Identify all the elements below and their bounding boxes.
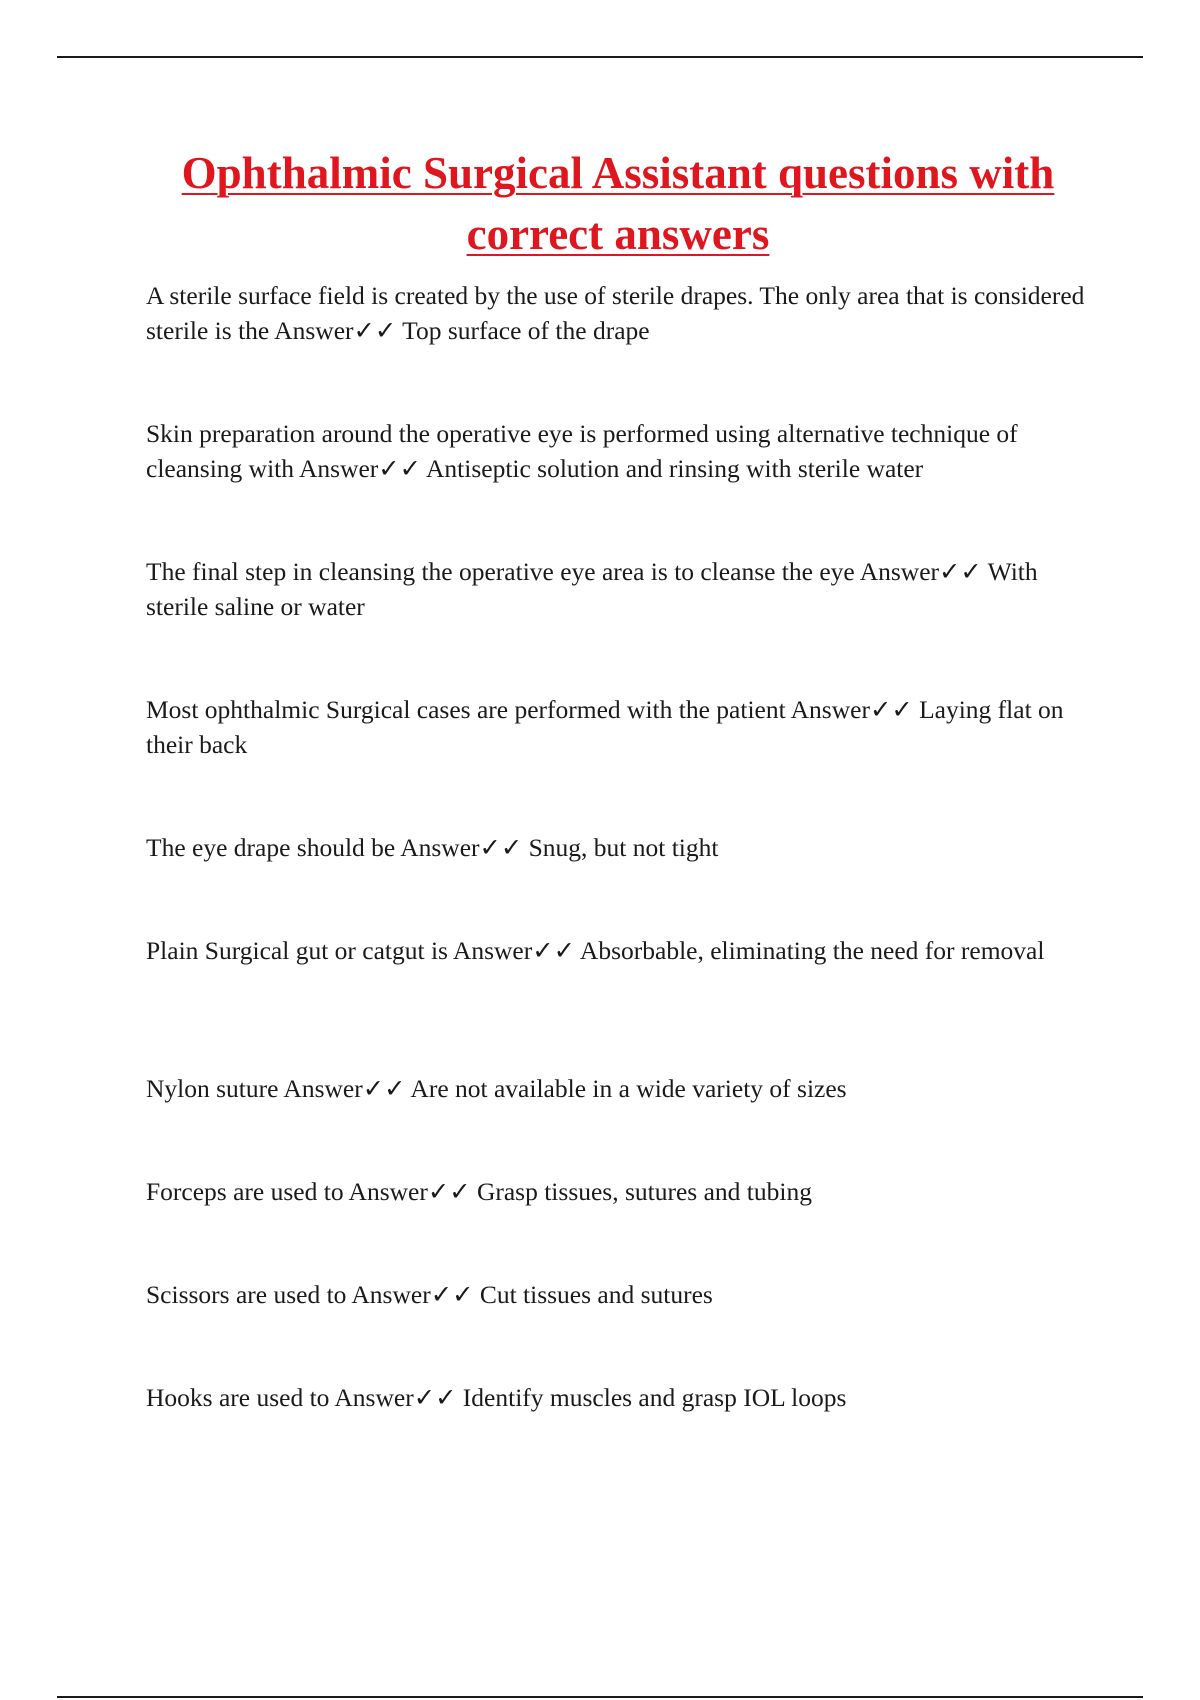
qa-item-6: Plain Surgical gut or catgut is Answer✓✓ Absorbable, eliminating the need for removal	[146, 936, 1045, 965]
qa-list	[146, 278, 1096, 1483]
qa-item-3: The final step in cleansing the operative eye area is to cleanse the eye Answer✓✓ With sterile saline or water	[146, 557, 1038, 621]
header-rule	[57, 56, 1143, 58]
qa-item-2: Skin preparation around the operative eye is performed using alternative technique of cleansing with Answer✓✓ Antiseptic solution and rinsing with sterile water	[146, 419, 1018, 483]
qa-item-5: The eye drape should be Answer✓✓ Snug, but not tight	[146, 833, 719, 862]
qa-item-4: Most ophthalmic Surgical cases are performed with the patient Answer✓✓ Laying flat on their back	[146, 695, 1064, 759]
footer-rule	[57, 1696, 1143, 1698]
qa-item-1: A sterile surface field is created by the use of sterile drapes. The only area that is considered sterile is the Answer✓✓ Top surface of the drape	[146, 281, 1085, 345]
qa-item-8: Forceps are used to Answer✓✓ Grasp tissues, sutures and tubing	[146, 1177, 812, 1206]
qa-item-9: Scissors are used to Answer✓✓ Cut tissues and sutures	[146, 1280, 713, 1309]
page-title: Ophthalmic Surgical Assistant questions with correct answers	[181, 148, 1055, 259]
qa-item-7: Nylon suture Answer✓✓ Are not available in a wide variety of sizes	[146, 1074, 847, 1103]
qa-item-10: Hooks are used to Answer✓✓ Identify muscles and grasp IOL loops	[146, 1383, 847, 1412]
